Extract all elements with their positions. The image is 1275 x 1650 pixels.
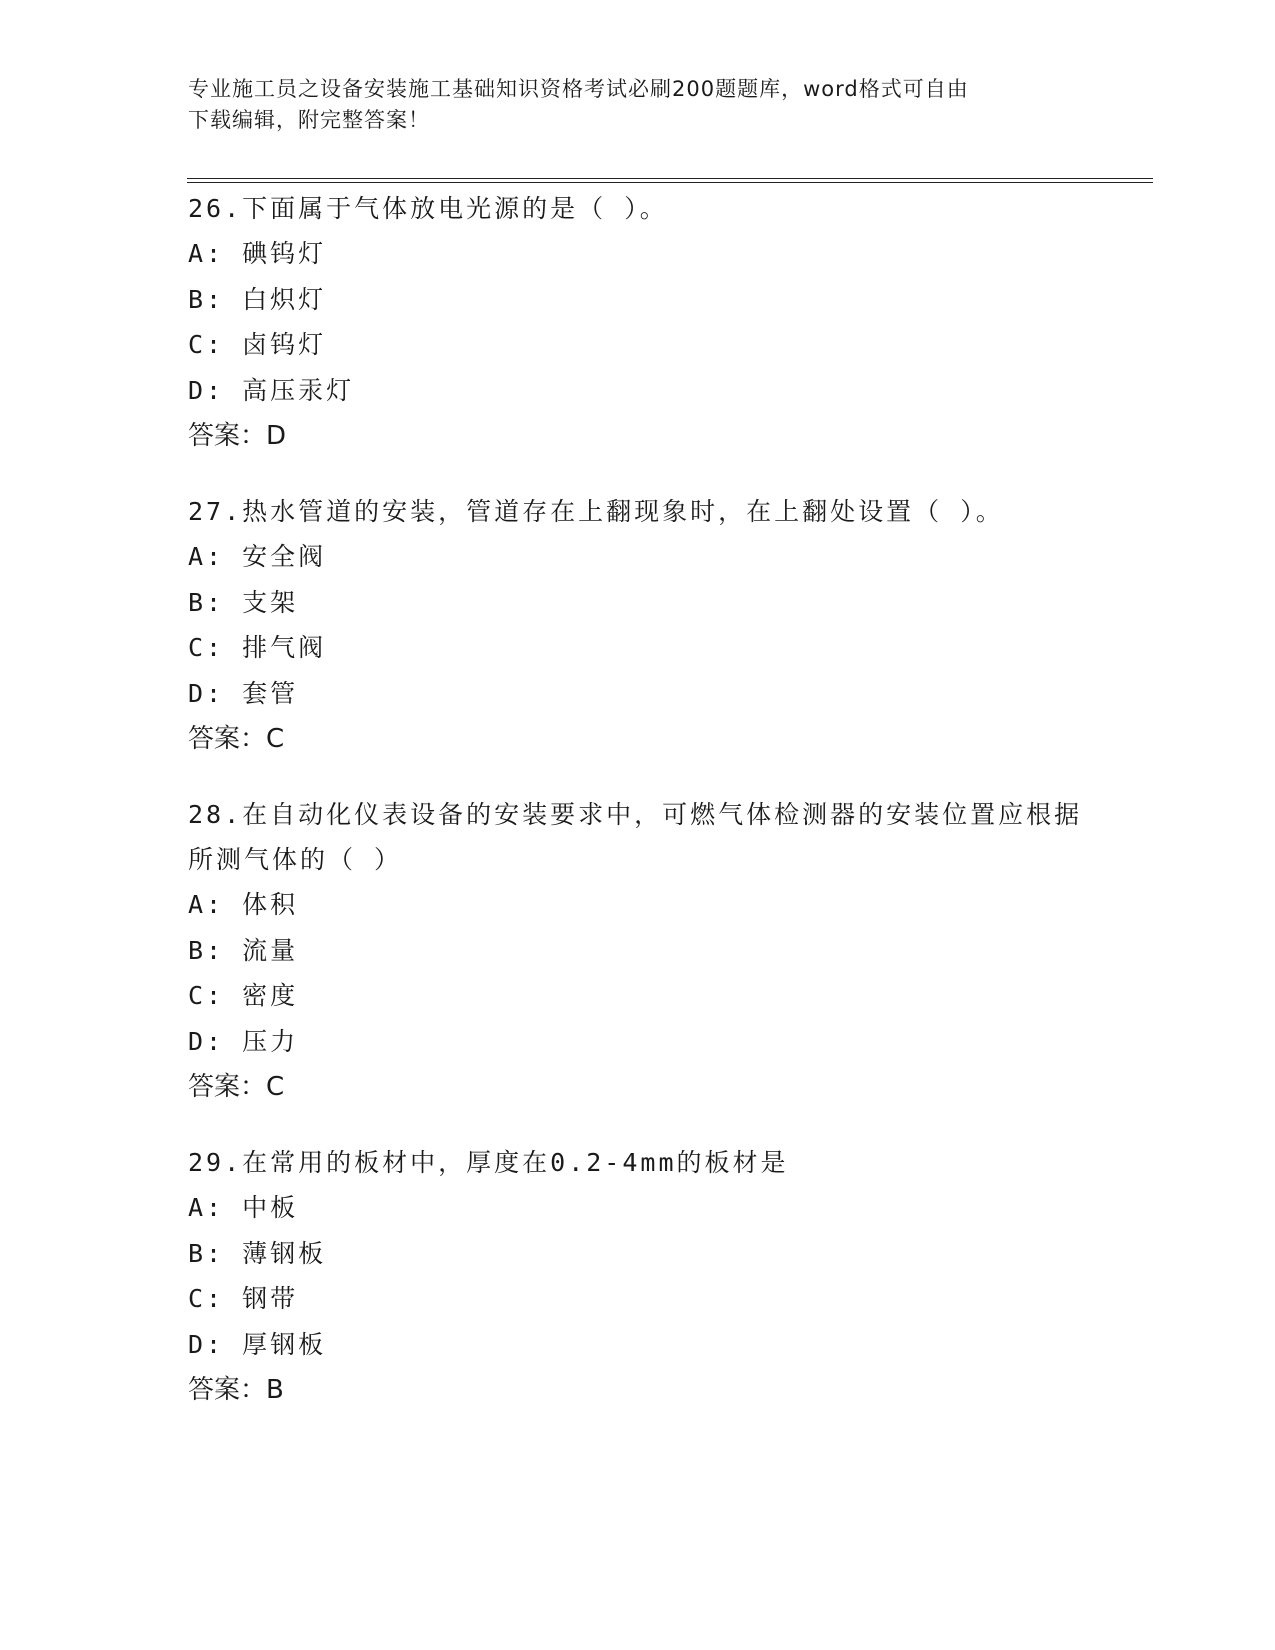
option-a: A: 体积 — [188, 890, 299, 919]
question-26 — [188, 186, 1088, 459]
option-d: D: 套管 — [188, 678, 299, 708]
option-d: D: 高压汞灯 — [188, 375, 355, 405]
option-a: A: 碘钨灯 — [188, 239, 327, 268]
answer-line: 答案：D — [188, 421, 287, 451]
answer-line: 答案：C — [188, 1072, 285, 1102]
question-28 — [188, 792, 1088, 1110]
option-a: A: 中板 — [188, 1193, 299, 1222]
question-stem: 27.热水管道的安装，管道存在上翻现象时，在上翻处设置（ ）。 — [188, 497, 1004, 526]
option-c: C: 钢带 — [188, 1284, 299, 1313]
option-a: A: 安全阀 — [188, 542, 327, 571]
header-line-1: 专业施工员之设备安装施工基础知识资格考试必刷200题题库，word格式可自由 — [188, 77, 969, 101]
question-27 — [188, 489, 1088, 762]
answer-line: 答案：C — [188, 724, 285, 754]
header-divider-top — [187, 178, 1153, 179]
option-c: C: 排气阀 — [188, 633, 327, 662]
option-d: D: 压力 — [188, 1026, 299, 1056]
question-stem: 26.下面属于气体放电光源的是（ ）。 — [188, 194, 668, 223]
option-c: C: 密度 — [188, 981, 299, 1010]
option-c: C: 卤钨灯 — [188, 330, 327, 359]
question-stem: 29.在常用的板材中，厚度在0.2-4mm的板材是 — [188, 1148, 789, 1177]
question-list — [188, 186, 1088, 1443]
question-29 — [188, 1140, 1088, 1413]
document-header — [188, 74, 1068, 136]
option-b: B: 流量 — [188, 935, 299, 965]
option-b: B: 支架 — [188, 587, 299, 617]
option-b: B: 白炽灯 — [188, 284, 327, 314]
option-b: B: 薄钢板 — [188, 1238, 327, 1268]
question-stem: 28.在自动化仪表设备的安装要求中，可燃气体检测器的安装位置应根据所测气体的（ ） — [188, 800, 1083, 874]
answer-line: 答案：B — [188, 1375, 284, 1405]
option-d: D: 厚钢板 — [188, 1329, 327, 1359]
header-divider-bottom — [187, 182, 1153, 183]
header-line-2: 下载编辑，附完整答案！ — [188, 108, 430, 132]
